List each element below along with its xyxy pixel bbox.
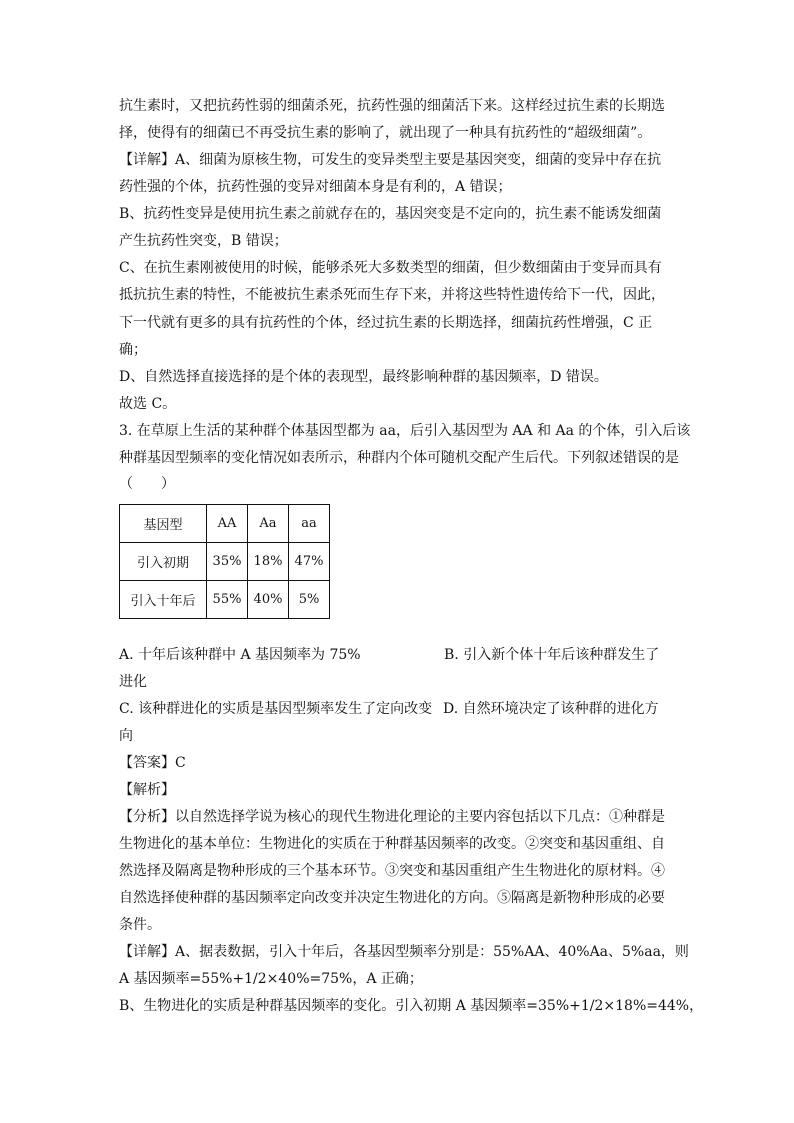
text-line: 自然选择使种群的基因频率定向改变并决定生物进化的方向。⑤隔离是新物种形成的必要: [119, 890, 665, 906]
text-line: 故选 C。: [119, 396, 177, 412]
table-cell: 18%: [248, 543, 289, 581]
text-line: B、生物进化的实质是种群基因频率的变化。引入初期 A 基因频率=35%+1/2×18%=44%，: [119, 998, 704, 1014]
genotype-frequency-table: [119, 504, 330, 619]
table-row: [120, 581, 330, 619]
text-line: 抗生素时，又把抗药性弱的细菌杀死，抗药性强的细菌活下来。这样经过抗生素的长期选: [119, 98, 665, 114]
text-line: B、抗药性变异是使用抗生素之前就存在的，基因突变是不定向的，抗生素不能诱发细菌: [119, 206, 662, 222]
table-cell: 55%: [207, 581, 248, 619]
analysis-heading: 【解析】: [119, 782, 175, 798]
table-header-row: [120, 505, 330, 543]
answer-line: 【答案】C: [119, 755, 186, 771]
text-line: D、自然选择直接选择的是个体的表现型，最终影响种群的基因频率，D 错误。: [119, 369, 608, 385]
option-b: B. 引入新个体十年后该种群发生了: [444, 647, 660, 663]
text-line: A 基因频率=55%+1/2×40%=75%，A 正确；: [119, 971, 423, 987]
table-cell: 引入初期: [120, 543, 207, 581]
text-line: 条件。: [119, 917, 161, 933]
text-line: 然选择及隔离是物种形成的三个基本环节。③突变和基因重组产生生物进化的原材料。④: [119, 863, 665, 879]
text-line: 【详解】A、细菌为原核生物，可发生的变异类型主要是基因突变，细菌的变异中存在抗: [119, 152, 662, 168]
option-a: A. 十年后该种群中 A 基因频率为 75%: [119, 647, 361, 663]
table-row: [120, 543, 330, 581]
text-line: 【分析】以自然选择学说为核心的现代生物进化理论的主要内容包括以下几点：①种群是: [119, 809, 665, 825]
text-line: 【详解】A、据表数据，引入十年后，各基因型频率分别是：55%AA、40%Aa、5%aa，则: [119, 944, 689, 960]
question-3-stem: 种群基因型频率的变化情况如表所示，种群内个体可随机交配产生后代。下列叙述错误的是: [119, 450, 679, 466]
option-d: D. 自然环境决定了该种群的进化方: [443, 701, 659, 717]
option-c: C. 该种群进化的实质是基因型频率发生了定向改变: [119, 701, 433, 717]
text-line: 下一代就有更多的具有抗药性的个体，经过抗生素的长期选择，细菌抗药性增强，C 正: [119, 315, 653, 331]
table-cell: 35%: [207, 543, 248, 581]
table-header-cell: 基因型: [120, 505, 207, 543]
question-3-stem: 3. 在草原上生活的某种群个体基因型都为 aa，后引入基因型为 AA 和 Aa 的个体，引入后该: [119, 423, 691, 439]
table-cell: 引入十年后: [120, 581, 207, 619]
text-line: 产生抗药性突变，B 错误；: [119, 233, 288, 249]
option-d-continued: 向: [119, 728, 133, 744]
text-line: 择，使得有的细菌已不再受抗生素的影响了，就出现了一种具有抗药性的“超级细菌”。: [119, 125, 652, 141]
table-header-cell: aa: [289, 505, 330, 543]
text-line: 生物进化的基本单位：生物进化的实质在于种群基因频率的改变。②突变和基因重组、自: [119, 836, 665, 852]
text-line: 药性强的个体，抗药性强的变异对细菌本身是有利的，A 错误；: [119, 179, 512, 195]
text-line: 确；: [119, 342, 147, 358]
table-cell: 5%: [289, 581, 330, 619]
table-cell: 47%: [289, 543, 330, 581]
table-cell: 40%: [248, 581, 289, 619]
table-header-cell: Aa: [248, 505, 289, 543]
table-header-cell: AA: [207, 505, 248, 543]
option-b-continued: 进化: [119, 674, 147, 690]
text-line: 抵抗抗生素的特性，不能被抗生素杀死而生存下来，并将这些特性遗传给下一代，因此，: [119, 287, 665, 303]
text-line: C、在抗生素刚被使用的时候，能够杀死大多数类型的细菌，但少数细菌由于变异而具有: [119, 260, 662, 276]
answer-bracket: （ ）: [119, 476, 175, 492]
